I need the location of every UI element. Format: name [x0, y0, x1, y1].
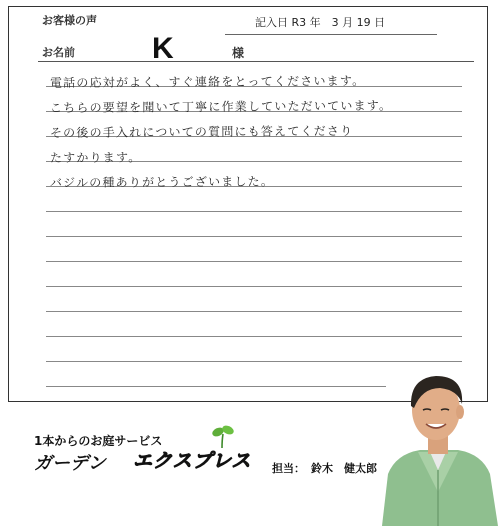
- comment-line: バジルの種ありがとうございました。: [49, 174, 275, 191]
- service-tagline: 1本からのお庭サービス: [34, 434, 163, 448]
- ruled-line: [46, 261, 462, 262]
- comment-line: 電話の応対がよく、すぐ連絡をとってくださいます。: [49, 73, 366, 91]
- staff-photo: [378, 366, 500, 526]
- honorific: 様: [232, 46, 245, 60]
- name-label: お名前: [42, 46, 75, 59]
- comment-line: たすかります。: [49, 150, 142, 166]
- form-header-title: お客様の声: [42, 14, 97, 27]
- customer-initial: K: [152, 32, 174, 65]
- brand-main: ガーデン: [34, 453, 106, 474]
- ruled-line: [46, 211, 462, 212]
- ruled-line: [46, 336, 462, 337]
- staff-name: 鈴木 健太郎: [311, 462, 377, 475]
- ruled-line: [46, 311, 462, 312]
- testimonial-card: [8, 6, 488, 402]
- ruled-line: [46, 236, 462, 237]
- brand-accent: エクスプレス: [133, 450, 252, 472]
- ruled-line: [46, 361, 462, 362]
- staff-label: 担当：: [272, 462, 305, 475]
- ruled-line: [46, 286, 462, 287]
- entry-date: 記入日 R3 年 3 月 19 日: [255, 16, 386, 29]
- staff-credit: [272, 460, 377, 476]
- comment-line: こちらの要望を聞いて丁寧に作業していただいています。: [49, 98, 393, 116]
- ruled-line: [46, 386, 386, 387]
- comment-line: その後の手入れについての質問にも答えてくださり: [49, 123, 354, 141]
- name-underline: [38, 61, 474, 62]
- sprout-icon: [210, 424, 236, 450]
